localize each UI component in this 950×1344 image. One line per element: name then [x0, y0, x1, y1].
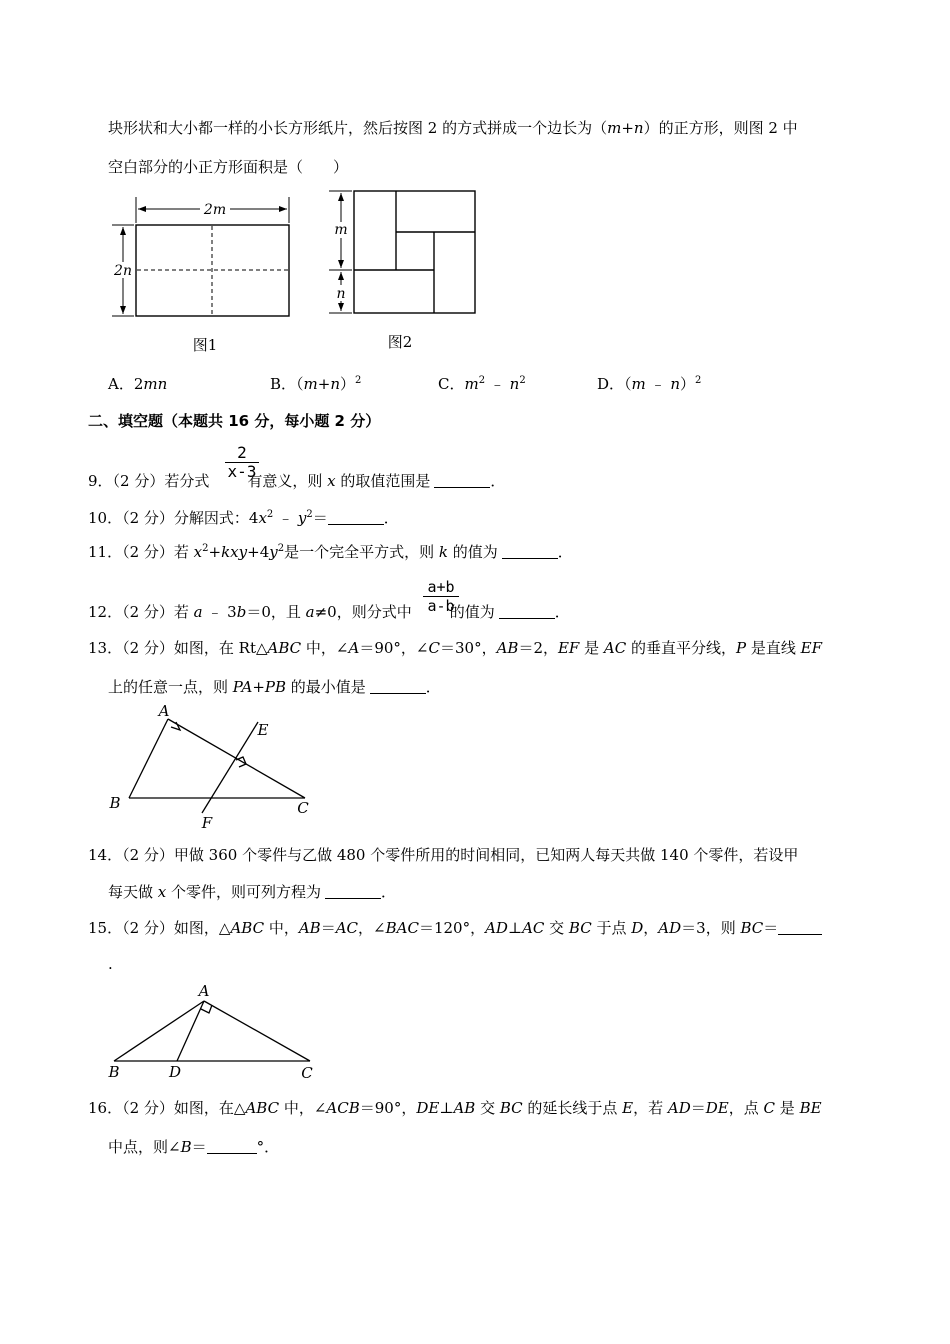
q16-text: ，若: [633, 1099, 668, 1117]
q12-text: ﹣ 3: [202, 603, 237, 621]
q13-label-f: F: [201, 814, 213, 832]
q11-plus: +: [208, 543, 222, 561]
q13-var: AC: [603, 639, 627, 657]
q15-var: AB: [298, 919, 321, 937]
q15-text: ＝120°，: [418, 919, 486, 937]
q13-figure: [100, 700, 330, 835]
q16-text: 中点，则∠: [108, 1138, 181, 1156]
q16-text: 的延长线于点: [522, 1099, 623, 1117]
q15-label-c: C: [301, 1064, 313, 1082]
q13-text: ＝2，: [518, 639, 558, 657]
fig2-m-label: m: [334, 222, 348, 238]
q15-text: ＝: [763, 919, 779, 937]
section-heading: 二、填空题（本题共 16 分，每小题 2 分）: [88, 412, 381, 430]
q15-text: ＝3，则: [681, 919, 741, 937]
q16-var: ACB: [326, 1099, 360, 1117]
q16-var: DE: [705, 1099, 729, 1117]
q11-exp: 2: [277, 543, 285, 554]
q15-text: 于点: [591, 919, 632, 937]
q16-text: ＝90°，: [359, 1099, 417, 1117]
question-15: [88, 918, 822, 938]
q12-text: 12．（2 分）若: [88, 603, 194, 621]
option-d-minus: ﹣: [645, 375, 671, 393]
q14-text: 每天做: [108, 883, 158, 901]
q12-denominator: a-b: [427, 597, 455, 615]
q16-text: 是: [775, 1099, 800, 1117]
q16-text: 中，∠: [279, 1099, 327, 1117]
option-c-exp2: 2: [519, 375, 526, 386]
q13-text: ＝90°，∠: [359, 639, 429, 657]
q11-x: x: [193, 543, 203, 561]
q15-var: BC: [740, 919, 764, 937]
option-b-plus: +: [317, 375, 331, 393]
q13-var: A: [348, 639, 360, 657]
option-a-var: mn: [143, 375, 168, 393]
q15-var: ABC: [230, 919, 265, 937]
q16-text: ＝: [690, 1099, 706, 1117]
q11-kxy: kxy: [221, 543, 248, 561]
q16-var: B: [180, 1138, 192, 1156]
q9-text: 的取值范围是: [335, 472, 431, 490]
q13-var: P: [735, 639, 747, 657]
figure-1: [108, 192, 308, 362]
q13-text: ＝30°，: [439, 639, 497, 657]
option-d-exp: 2: [695, 375, 702, 386]
q16-var: E: [622, 1099, 634, 1117]
q12-answer-blank[interactable]: [499, 604, 555, 619]
q13-var: PA+PB: [232, 678, 287, 696]
q15-var: AC: [335, 919, 359, 937]
q15-var: BC: [568, 919, 592, 937]
q13-text: 是: [579, 639, 604, 657]
q15-text: 15．（2 分）如图，△: [88, 919, 231, 937]
q9-numerator: 2: [237, 443, 247, 462]
plus-sign: +: [621, 119, 634, 137]
q12-text: ≠0，则分式中: [314, 603, 412, 621]
option-d[interactable]: [597, 374, 701, 394]
q13-var: EF: [800, 639, 822, 657]
q16-text: ，点: [728, 1099, 764, 1117]
q15-var: BAC: [385, 919, 419, 937]
q11-text: 的值为: [447, 543, 498, 561]
q12-text: 的值为: [449, 603, 495, 621]
q10-text: 10．（2 分）分解因式：4: [88, 509, 259, 527]
q16-answer-blank[interactable]: [207, 1139, 257, 1154]
q13-answer-blank[interactable]: [370, 679, 426, 694]
q12-end: ．: [554, 603, 570, 621]
q16-text: ＝: [191, 1138, 207, 1156]
q13-var: EF: [557, 639, 580, 657]
q16-var: BE: [799, 1099, 822, 1117]
option-a[interactable]: [108, 374, 167, 394]
option-c-n: n: [509, 375, 520, 393]
option-b-m: m: [303, 375, 318, 393]
q14-text: 个零件，则可列方程为: [166, 883, 322, 901]
q12-text: ＝0，且: [246, 603, 306, 621]
figure-2: [325, 186, 485, 356]
q16-text: 交: [475, 1099, 500, 1117]
fig1-caption: 图1: [192, 336, 218, 354]
q13-var: ABC: [267, 639, 302, 657]
q11-exp: 2: [202, 543, 209, 554]
option-b-label: B．（: [270, 375, 304, 393]
q11-end: ．: [557, 543, 573, 561]
option-d-close: ）: [679, 375, 695, 393]
fig2-square: [354, 191, 475, 313]
fig1-top-label: 2m: [203, 202, 227, 218]
q16-var: BC: [499, 1099, 523, 1117]
q12-numerator: a+b: [427, 578, 455, 596]
q10-exp: 2: [266, 509, 274, 520]
q15-text: ＝: [320, 919, 336, 937]
q15-answer-blank[interactable]: [778, 920, 822, 935]
q11-text: 是一个完全平方式，则: [284, 543, 439, 561]
q15-var: AD: [658, 919, 682, 937]
q14-end: ．: [381, 883, 397, 901]
q15-text: ⊥: [507, 919, 523, 937]
q13-label-b: B: [109, 794, 121, 812]
q13-text: 中，∠: [301, 639, 349, 657]
q15-label-a: A: [198, 982, 210, 1000]
question-16-line-2: [108, 1137, 279, 1157]
q13-text: 上的任意一点，则: [108, 678, 233, 696]
q15-var: AD: [485, 919, 508, 937]
q16-end: °．: [256, 1138, 280, 1156]
q10-answer-blank[interactable]: [328, 510, 384, 525]
fig2-caption: 图2: [387, 333, 413, 351]
q11-k: k: [438, 543, 448, 561]
q16-var: AB: [453, 1099, 476, 1117]
q13-text: 的最小值是: [286, 678, 366, 696]
question-14-line-2: [108, 882, 396, 902]
option-c[interactable]: [438, 374, 526, 394]
option-c-exp1: 2: [478, 375, 486, 386]
option-a-label: A．: [108, 375, 134, 393]
intro-text: ）的正方形，则图 2 中: [643, 119, 798, 137]
q15-text: 中，: [264, 919, 299, 937]
q10-eq: ＝: [312, 509, 328, 527]
q16-var: AD: [667, 1099, 691, 1117]
question-16-line-1: [88, 1098, 822, 1118]
q13-end: ．: [425, 678, 441, 696]
q9-denominator: x-3: [227, 462, 257, 481]
q12-a: a: [305, 603, 315, 621]
q10-exp: 2: [306, 509, 313, 520]
q9-var: x: [327, 472, 336, 490]
q15-trailing-dot: .: [108, 955, 113, 973]
option-d-n: n: [670, 375, 680, 393]
fig2-n-label: n: [336, 286, 346, 302]
option-c-m: m: [464, 375, 479, 393]
q14-answer-blank[interactable]: [325, 884, 381, 899]
q11-text: 11．（2 分）若: [88, 543, 194, 561]
option-b-close: ）: [340, 375, 356, 393]
q10-y: y: [297, 509, 307, 527]
q16-var: DE: [416, 1099, 440, 1117]
q9-text: 9．（2 分）若分式: [88, 472, 210, 490]
q12-a: a: [193, 603, 203, 621]
q16-var: ABC: [245, 1099, 280, 1117]
q10-minus: ﹣: [273, 509, 298, 527]
q15-figure: [100, 980, 325, 1085]
q15-var: D: [631, 919, 644, 937]
question-14-line-1: 14．（2 分）甲做 360 个零件与乙做 480 个零件所用的时间相同，已知两人每天共做 140 个零件，若设甲: [88, 846, 799, 864]
option-d-m: m: [631, 375, 646, 393]
q9-text: 有意义，则: [247, 472, 328, 490]
q11-y: y: [269, 543, 278, 561]
q10-x: x: [258, 509, 267, 527]
q11-plus: +4: [247, 543, 270, 561]
question-13-line-1: [88, 638, 822, 658]
question-12: [88, 602, 570, 622]
q10-end: ．: [383, 509, 399, 527]
q11-answer-blank[interactable]: [502, 544, 558, 559]
option-b-n: n: [330, 375, 341, 393]
question-10: [88, 508, 399, 528]
option-c-label: C．: [438, 375, 465, 393]
q15-text: ，: [643, 919, 659, 937]
q16-text: ⊥: [439, 1099, 454, 1117]
q15-var: AC: [522, 919, 545, 937]
question-13-line-2: [108, 677, 441, 697]
q15-text: ，∠: [358, 919, 386, 937]
option-d-label: D．（: [597, 375, 632, 393]
intro-line-2: 空白部分的小正方形面积是（ ）: [108, 158, 349, 176]
q9-end: ．: [490, 472, 506, 490]
var-m: m: [607, 119, 622, 137]
q16-text: 16．（2 分）如图，在△: [88, 1099, 246, 1117]
intro-line-1: [108, 118, 798, 138]
option-b-exp: 2: [355, 375, 362, 386]
q13-label-c: C: [297, 799, 309, 817]
q13-label-e: E: [257, 721, 269, 739]
q13-text: 13．（2 分）如图，在 Rt△: [88, 639, 268, 657]
q9-answer-blank[interactable]: [434, 473, 490, 488]
q13-var: C: [428, 639, 440, 657]
q12-b: b: [236, 603, 247, 621]
fig1-left-label: 2n: [114, 263, 132, 279]
q14-x: x: [157, 883, 167, 901]
question-9: [88, 471, 505, 491]
q16-var: C: [763, 1099, 776, 1117]
q15-label-b: B: [108, 1063, 120, 1081]
q13-var: AB: [496, 639, 519, 657]
option-c-minus: ﹣: [485, 375, 510, 393]
var-n: n: [633, 119, 644, 137]
q13-text: 是直线: [746, 639, 801, 657]
question-11: [88, 542, 573, 562]
q13-text: 的垂直平分线，: [626, 639, 736, 657]
q15-label-d: D: [168, 1063, 182, 1081]
option-a-num: 2: [133, 375, 144, 393]
intro-text: 块形状和大小都一样的小长方形纸片，然后按图 2 的方式拼成一个边长为（: [108, 119, 608, 137]
q15-text: 交: [544, 919, 569, 937]
option-b[interactable]: [270, 374, 361, 394]
q13-label-a: A: [158, 702, 170, 720]
